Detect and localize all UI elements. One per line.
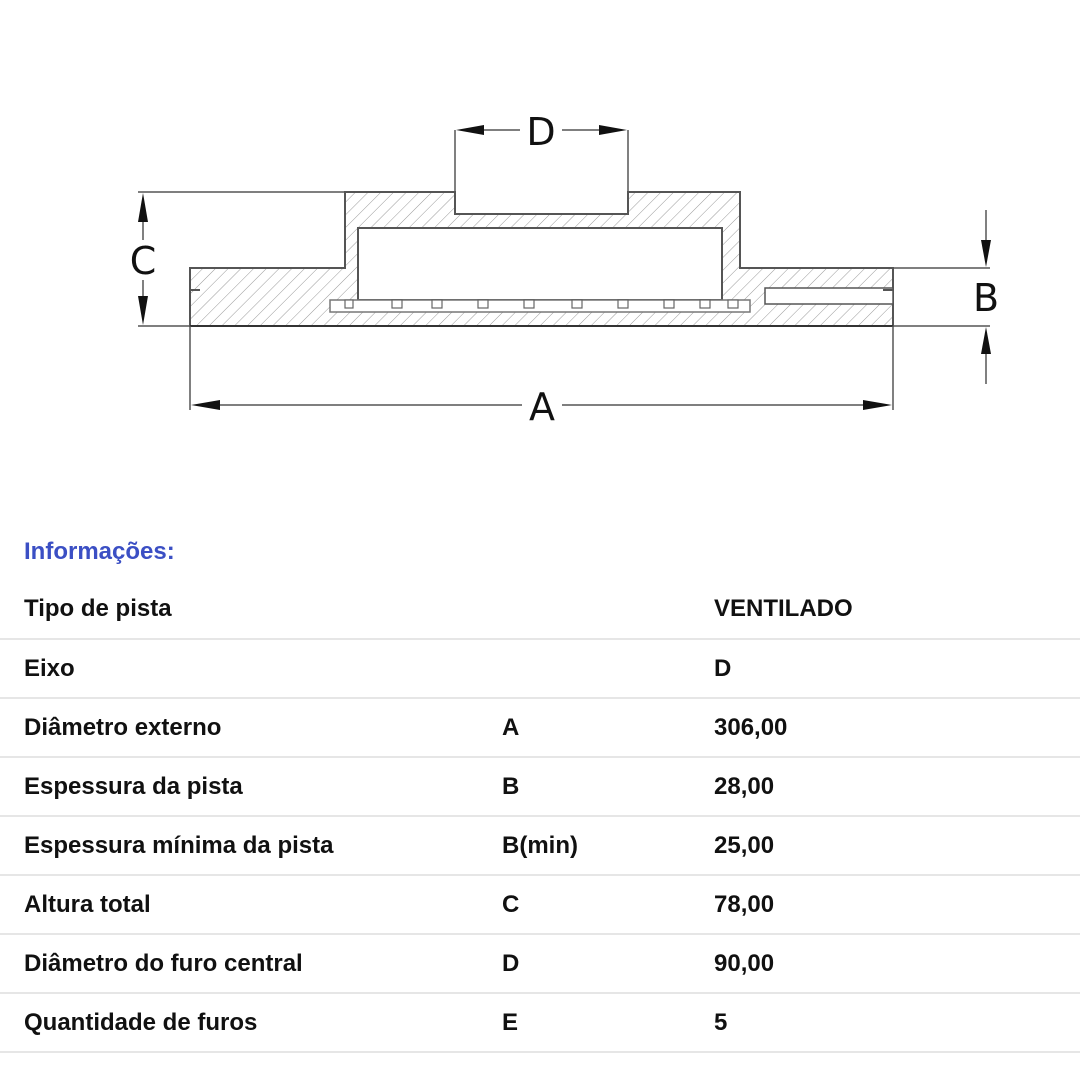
- table-row: [0, 580, 1080, 639]
- spec-label: Quantidade de furos: [24, 1008, 258, 1036]
- dimension-d-arrow-right: [599, 125, 627, 135]
- spec-label: Diâmetro externo: [24, 713, 222, 741]
- spec-label: Tipo de pista: [24, 595, 172, 622]
- table-row: [0, 993, 1080, 1052]
- spec-code: D: [502, 949, 520, 977]
- table-row: [0, 698, 1080, 757]
- dimension-a-arrow-left: [191, 400, 220, 410]
- spec-value: D: [714, 654, 732, 682]
- hub-cavity: [358, 228, 722, 300]
- brake-disc-cross-section-diagram: [0, 0, 1080, 460]
- spec-label: Espessura da pista: [24, 772, 243, 800]
- spec-value: 306,00: [714, 713, 788, 741]
- dimension-c-arrow-bottom: [138, 296, 148, 325]
- spec-code: [502, 639, 714, 698]
- dimension-c-label: C: [129, 239, 157, 283]
- spec-code: B: [502, 772, 520, 800]
- dimension-b-arrow-bottom: [981, 327, 991, 354]
- spec-code: C: [502, 890, 520, 918]
- table-row: [0, 816, 1080, 875]
- spec-label: Espessura mínima da pista: [24, 831, 334, 859]
- table-row: [0, 934, 1080, 993]
- table-row: [0, 875, 1080, 934]
- dimension-d-arrow-left: [456, 125, 484, 135]
- spec-code: E: [502, 1008, 519, 1036]
- table-row: [0, 639, 1080, 698]
- dimension-c-arrow-top: [138, 193, 148, 222]
- spec-value: 78,00: [714, 890, 775, 918]
- spec-value: 5: [714, 1008, 728, 1036]
- spec-value: 90,00: [714, 949, 775, 977]
- spec-table: [0, 580, 1080, 1053]
- spec-value: 25,00: [714, 831, 775, 859]
- dimension-b-label: B: [972, 276, 1000, 320]
- dimension-d-label: D: [526, 110, 556, 154]
- spec-code: [502, 580, 714, 639]
- spec-code: B(min): [502, 831, 578, 859]
- spec-label: Altura total: [24, 890, 151, 918]
- dimension-a-arrow-right: [863, 400, 892, 410]
- table-row: [0, 757, 1080, 816]
- dimension-b-arrow-top: [981, 240, 991, 267]
- spec-label: Diâmetro do furo central: [24, 949, 303, 977]
- spec-value: 28,00: [714, 772, 775, 800]
- spec-value: VENTILADO: [714, 595, 853, 622]
- spec-label: Eixo: [24, 654, 75, 682]
- info-title: Informações:: [24, 538, 175, 565]
- dimension-a-label: A: [529, 385, 555, 429]
- spec-code: A: [502, 713, 520, 741]
- ventilation-slot: [765, 288, 893, 304]
